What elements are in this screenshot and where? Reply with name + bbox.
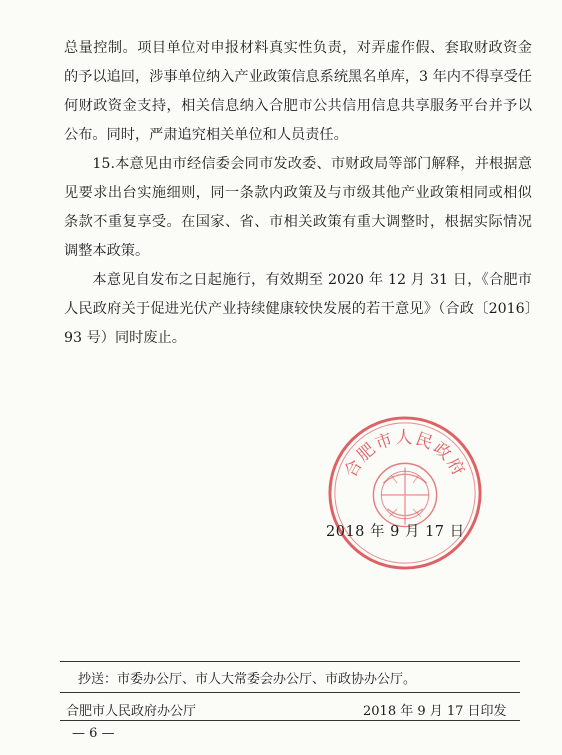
official-seal <box>326 414 484 572</box>
paragraph-article-15: 15.本意见由市经信委会同市发改委、市财政局等部门解释，并根据意见要求出台实施细则，同一条款内政策及与市级其他产业政策相同或相似条款不重复享受。在国家、省、市相关政策有重大调整时，根据实际情况调整本政策。 <box>64 156 532 259</box>
cc-line: 抄送：市委办公厅、市人大常委会办公厅、市政协办公厅。 <box>78 672 417 687</box>
paragraph-effective-date: 本意见自发布之日起施行，有效期至 2020 年 12 月 31 日，《合肥市人民政府关于促进光伏产业持续健康较快发展的若干意见》（合政〔2016〕93 号）同时废止。 <box>64 272 532 346</box>
signature-date: 2018 年 9 月 17 日 <box>326 524 465 540</box>
cc-top-rule <box>60 661 520 662</box>
print-date: 2018 年 9 月 17 日印发 <box>363 704 507 719</box>
issuing-office: 合肥市人民政府办公厅 <box>66 704 197 719</box>
page-number: — 6 — <box>72 726 115 741</box>
footer-rule <box>60 720 520 721</box>
paragraph-continuation: 总量控制。项目单位对申报材料真实性负责，对弄虚作假、套取财政资金的予以追回，涉事单位纳入产业政策信息系统黑名单库，3 年内不得享受任何财政资金支持，相关信息纳入合肥市公共信用信息共享服务平台并予以公布。同时，严肃追究相关单位和人员责任。 <box>64 40 532 143</box>
document-body <box>64 34 532 353</box>
seal-text: 合肥市人民政府 <box>339 427 471 481</box>
cc-bottom-rule <box>60 692 520 693</box>
